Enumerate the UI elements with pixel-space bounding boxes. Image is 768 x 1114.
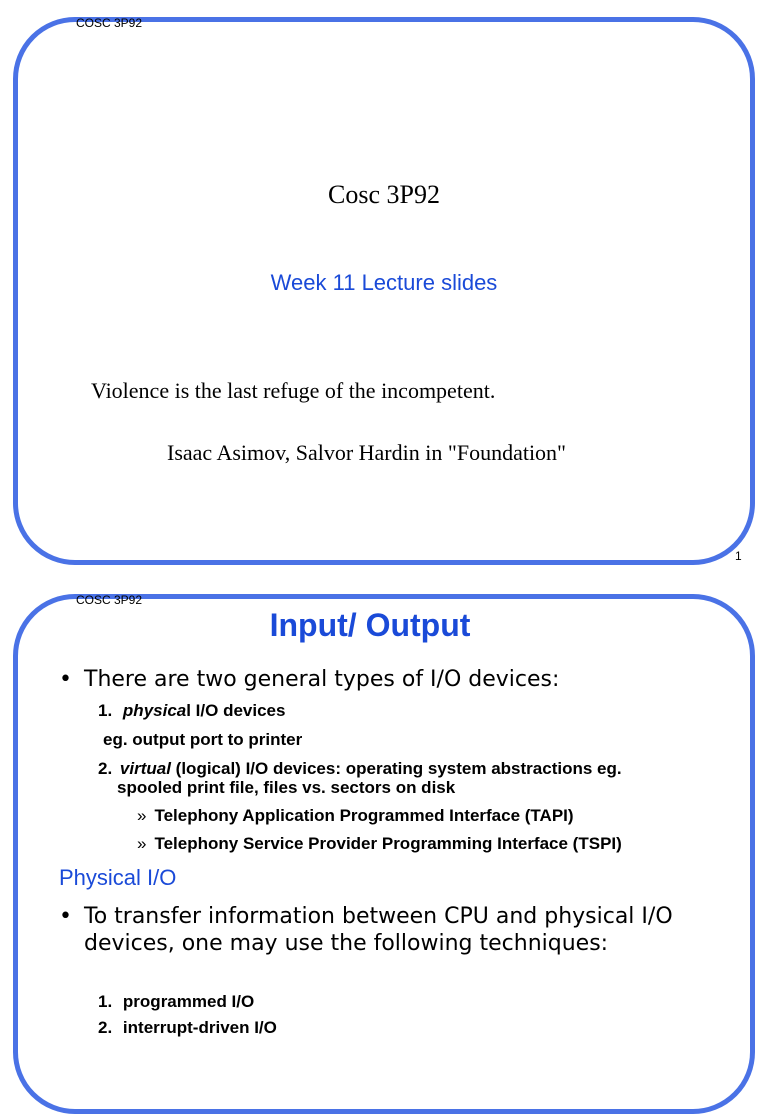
bullet-text: There are two general types of I/O devices: — [84, 667, 560, 692]
item-number: 1. — [98, 701, 113, 720]
slide-2-title: Input/ Output — [269, 607, 471, 643]
item-text: (logical) I/O devices: operating system abstractions eg. — [170, 759, 622, 778]
technique-number: 1. — [98, 992, 113, 1011]
slide-1-attribution: Isaac Asimov, Salvor Hardin in "Foundation" — [167, 440, 567, 465]
slide-1-quote: Violence is the last refuge of the incompetent. — [91, 378, 496, 403]
slide-2-header: COSC 3P92 — [76, 593, 143, 607]
technique-text: programmed I/O — [122, 992, 255, 1011]
bullet-transfer-techniques — [59, 903, 704, 957]
technique-programmed-io — [98, 992, 254, 1011]
subitem-tspi — [137, 834, 622, 854]
item-physical-devices — [98, 701, 285, 720]
bullet-marker: • — [59, 667, 72, 692]
item-emphasis: virtual — [119, 759, 171, 778]
item-virtual-devices — [98, 759, 622, 778]
item-text: l I/O devices — [186, 701, 286, 720]
subitem-text: Telephony Service Provider Programming Interface (TSPI) — [154, 834, 622, 853]
item-number: 2. — [98, 759, 113, 778]
section-heading-physical-io: Physical I/O — [59, 865, 177, 890]
slide-1-header: COSC 3P92 — [76, 16, 143, 30]
technique-number: 2. — [98, 1018, 113, 1037]
page-number: 1 — [735, 549, 742, 563]
bullet-device-types — [59, 666, 704, 693]
bullet-marker: • — [59, 904, 72, 929]
subitem-marker: » — [137, 834, 147, 853]
technique-interrupt-io — [98, 1018, 277, 1037]
item-virtual-continuation: spooled print file, files vs. sectors on disk — [117, 778, 456, 797]
subitem-tapi — [137, 806, 574, 826]
subitem-text: Telephony Application Programmed Interface (TAPI) — [154, 806, 574, 825]
item-emphasis: physica — [122, 701, 187, 720]
technique-text: interrupt-driven I/O — [122, 1018, 277, 1037]
item-physical-example: eg. output port to printer — [103, 730, 303, 749]
bullet-text: To transfer information between CPU and physical I/O devices, one may use the following techniques: — [84, 904, 673, 956]
subitem-marker: » — [137, 806, 147, 825]
slide-1-title: Cosc 3P92 — [328, 180, 440, 209]
slide-1-subtitle: Week 11 Lecture slides — [270, 270, 498, 295]
